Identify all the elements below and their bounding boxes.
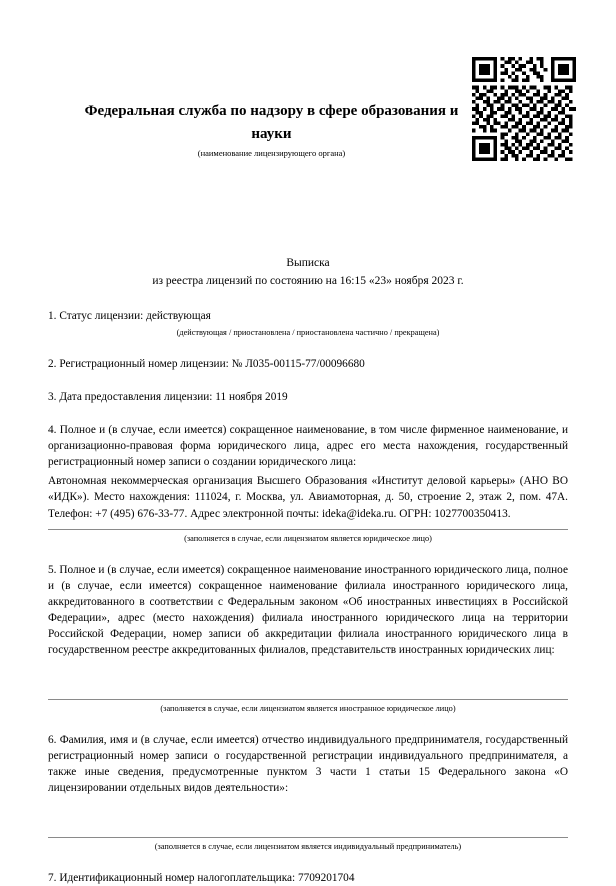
document-heading-subtitle: из реестра лицензий по состоянию на 16:15 «23» ноября 2023 г. [152,275,464,288]
section-6 [48,732,568,853]
section-7-text: Идентификационный номер налогоплательщика: 7709201704 [59,871,355,884]
section-2-title [48,356,568,372]
section-4 [48,422,568,545]
section-6-hint: (заполняется в случае, если лицензиатом является индивидуальный предприниматель) [154,841,462,851]
divider [48,837,568,838]
divider [48,529,568,530]
page-title: Федеральная служба по надзору в сфере образования и науки [84,103,459,142]
section-4-hint: (заполняется в случае, если лицензиатом является юридическое лицо) [184,533,432,543]
document-heading [48,254,568,291]
section-6-text: Фамилия, имя и (в случае, если имеется) отчество индивидуального предпринимателя, государственный регистрационный номер записи о государственной регистрации индивидуального предпринимателя, а также иные сведения, предусмотренные пунктом 3 части 1 статьи 15 Федерального закона «О лицензировании отдельных видов деятельности»: [48,733,568,794]
section-5-text: Полное и (в случае, если имеется) сокращенное наименование иностранного юридического лица, полное и (в случае, если имеется) сокращенное наименование филиала иностранного юридического лица, аккредитованного в соответствии с Федеральным законом «Об иностранных инвестициях в Российской Федерации», адрес (место нахождения) филиала иностранного юридического лица на территории Российской Федерации, номер записи об аккредитации филиала иностранного юридического лица в государственном реестре аккредитованных филиалов, представительств иностранных юридических лиц: [48,563,568,656]
section-6-title [48,732,568,796]
section-7 [48,870,568,886]
section-6-blank-field [48,796,568,830]
section-5-number: 5. [48,563,57,576]
section-5-hint: (заполняется в случае, если лицензиатом является иностранное юридическое лицо) [160,703,456,713]
divider [48,699,568,700]
section-7-number: 7. [48,871,57,884]
section-1-title [48,308,568,324]
section-2-text: Регистрационный номер лицензии: № Л035-00115-77/00096680 [59,357,365,370]
qr-code-icon [472,57,576,161]
section-1-hint: (действующая / приостановлена / приостановлена частично / прекращена) [176,327,440,337]
section-4-text: Полное и (в случае, если имеется) сокращенное наименование, в том числе фирменное наименование, и организационно-правовая форма юридического лица, адрес его места нахождения, государственный регистрационный номер записи о создании юридического лица: [48,423,568,468]
section-4-title [48,422,568,470]
section-3-number: 3. [48,390,57,403]
section-3-title [48,389,568,405]
section-4-body: Автономная некоммерческая организация Высшего Образования «Институт деловой карьеры» (АНО ВО «ИДК»). Место нахождения: 111024, г. Москва, ул. Авиамоторная, д. 50, строение 2, этаж 2, пом. 47А. Телефон: +7 (495) 676-33-77. Адрес электронной почты: ideka@ideka.ru. ОГРН: 1027700350413. [48,474,568,520]
section-2 [48,356,568,372]
section-5 [48,562,568,715]
page-subtitle: (наименование лицензирующего органа) [197,148,346,158]
section-3 [48,389,568,405]
section-5-blank-field [48,658,568,692]
section-1-text: Статус лицензии: действующая [59,309,211,322]
section-5-title [48,562,568,658]
section-6-number: 6. [48,733,57,746]
section-3-text: Дата предоставления лицензии: 11 ноября 2019 [59,390,288,403]
section-1-number: 1. [48,309,57,322]
section-7-title [48,870,568,886]
section-2-number: 2. [48,357,57,370]
section-1 [48,308,568,339]
section-4-number: 4. [48,423,57,436]
document-heading-title: Выписка [286,257,330,269]
